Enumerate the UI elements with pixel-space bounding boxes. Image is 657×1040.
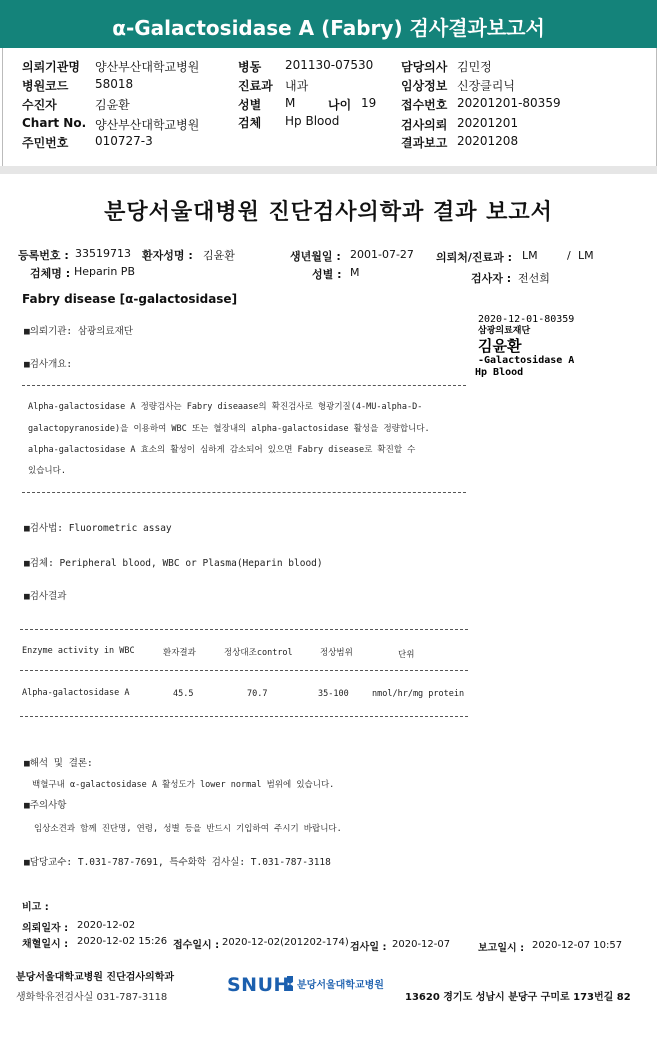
stamp-lab: 삼광의료재단 <box>478 326 531 336</box>
section-divider <box>0 166 657 174</box>
field-label: 수진자 <box>22 98 57 112</box>
caution-heading: ■주의사항 <box>24 800 67 811</box>
report-date-value: 2020-12-07 10:57 <box>532 940 623 951</box>
dob-value: 2001-07-27 <box>350 248 414 261</box>
dept-value: LM <box>522 249 538 262</box>
overview-line: alpha-galactosidase A 효소의 활성이 심하게 감소되어 있으면 Fabry disease로 확진할 수 <box>28 445 416 455</box>
field-label: 병원코드 <box>22 79 69 93</box>
caution-text: 임상소견과 함께 진단명, 연령, 성별 등을 반드시 기입하여 주시기 바랍니다. <box>34 824 342 834</box>
page-title: α-Galactosidase A (Fabry) 검사결과보고서 <box>112 16 545 40</box>
request-date-label: 의뢰일자 : <box>22 923 69 934</box>
age-value: 19 <box>361 96 377 110</box>
table-header: Enzyme activity in WBC <box>22 646 135 656</box>
interpretation-text: 백혈구내 α-galactosidase A 활성도가 lower normal 범위에 있습니다. <box>32 780 335 790</box>
field-value: M <box>285 96 296 110</box>
table-cell: 45.5 <box>173 689 194 699</box>
receipt-date-label: 접수일시 : <box>173 940 220 951</box>
field-value: 20201201 <box>457 116 519 130</box>
specimen-line: ■검체: Peripheral blood, WBC or Plasma(Heparin blood) <box>24 558 323 569</box>
interpretation-heading: ■해석 및 결론: <box>24 758 93 769</box>
field-label: 진료과 <box>238 79 273 93</box>
reg-no-label: 등록번호 : <box>18 249 69 262</box>
field-value: 김민정 <box>457 60 492 74</box>
field-value: 20201208 <box>457 134 519 148</box>
result-heading: ■검사결과 <box>24 591 67 602</box>
specimen-value: Heparin PB <box>74 265 135 278</box>
stamp-name: 김윤환 <box>478 337 522 355</box>
overview-line: Alpha-galactosidase A 정량검사는 Fabry diseaase의 확진검사로 형광기질(4-MU-alpha-D- <box>28 402 423 412</box>
field-value: 58018 <box>95 77 134 91</box>
table-cell: 70.7 <box>247 689 268 699</box>
table-cell: nmol/hr/mg protein <box>372 689 465 699</box>
method-line: ■검사법: Fluorometric assay <box>24 523 172 534</box>
stamp-test: -Galactosidase A <box>478 355 575 366</box>
collect-date-value: 2020-12-02 15:26 <box>77 936 168 947</box>
collect-date-label: 채혈일시 : <box>22 939 69 950</box>
table-header: 정상대조control <box>224 648 293 658</box>
overview-line: galactopyranoside)을 이용하여 WBC 또는 혈장내의 alpha-galactosidase 활성을 정량합니다. <box>28 424 430 434</box>
field-label: 결과보고 <box>401 136 448 150</box>
dob-label: 생년월일 : <box>290 250 341 263</box>
dept-label: 의뢰처/진료과 : <box>436 251 513 264</box>
report-date-label: 보고일시 : <box>478 943 525 954</box>
field-value: 신장클리닉 <box>457 79 515 93</box>
table-cell: Alpha-galactosidase A <box>22 688 130 698</box>
dept-value: LM <box>578 249 594 262</box>
field-value: Hp Blood <box>285 114 340 128</box>
footer-department: 분당서울대학교병원 진단검사의학과 <box>16 972 175 983</box>
footer-lab-phone: 생화학유전검사실 031-787-3118 <box>16 992 168 1003</box>
reg-no-value: 33519713 <box>75 247 131 260</box>
divider-line <box>22 385 466 386</box>
patient-label: 환자성명 : <box>142 249 193 262</box>
table-bottom-line <box>20 716 468 717</box>
dept-separator: / <box>567 249 571 262</box>
test-date-value: 2020-12-07 <box>392 939 451 950</box>
field-label: 임상정보 <box>401 79 448 93</box>
field-label: 검체 <box>238 116 262 130</box>
snuh-logo: SNUH <box>227 974 290 996</box>
field-label: 병동 <box>238 60 262 74</box>
institution-line: ■의뢰기관: 삼광의료재단 <box>24 326 133 337</box>
table-header: 단위 <box>398 650 415 660</box>
snuh-emblem-icon <box>285 975 295 992</box>
contact-line: ■담당교수: T.031-787-7691, 특수화학 검사실: T.031-787-3118 <box>24 857 331 868</box>
table-cell: 35-100 <box>318 689 349 699</box>
report-title: 분당서울대병원 진단검사의학과 결과 보고서 <box>104 200 553 225</box>
field-label: 검사의뢰 <box>401 118 448 132</box>
field-value: 201130-07530 <box>285 58 374 72</box>
patient-value: 김윤환 <box>203 249 235 262</box>
request-date-value: 2020-12-02 <box>77 920 136 931</box>
field-label: 접수번호 <box>401 98 448 112</box>
field-label: 성별 <box>238 98 262 112</box>
table-header-line <box>20 670 468 671</box>
field-value: 양산부산대학교병원 <box>95 118 200 132</box>
field-label: Chart No. <box>22 116 87 130</box>
section-heading: Fabry disease [α-galactosidase] <box>22 292 238 306</box>
field-value: 김윤환 <box>95 98 130 112</box>
test-date-label: 검사일 : <box>350 942 387 953</box>
receipt-date-value: 2020-12-02(201202-174) <box>222 937 349 948</box>
table-header: 환자결과 <box>163 648 196 658</box>
field-label: 주민번호 <box>22 136 69 150</box>
sex-label: 성별 : <box>312 268 342 281</box>
footer-address: 13620 경기도 성남시 분당구 구미로 173번길 82 <box>405 992 631 1003</box>
stamp-accession: 2020-12-01-80359 <box>478 314 575 325</box>
snuh-name: 분당서울대학교병원 <box>297 980 384 991</box>
table-header: 정상범위 <box>320 648 353 658</box>
field-label: 의뢰기관명 <box>22 60 80 74</box>
field-label: 담당의사 <box>401 60 448 74</box>
sex-value: M <box>350 266 360 279</box>
stamp-specimen: Hp Blood <box>475 367 524 378</box>
age-label: 나이 <box>328 98 352 112</box>
overview-line: 있습니다. <box>28 466 66 476</box>
field-value: 양산부산대학교병원 <box>95 60 200 74</box>
field-value: 20201201-80359 <box>457 96 561 110</box>
table-top-line <box>20 629 468 630</box>
remarks-label: 비고 : <box>22 902 49 913</box>
overview-heading: ■검사개요: <box>24 359 73 370</box>
tester-value: 전선희 <box>518 272 550 285</box>
field-value: 010727-3 <box>95 134 153 148</box>
tester-label: 검사자 : <box>471 272 512 285</box>
divider-line <box>22 492 466 493</box>
field-value: 내과 <box>285 79 309 93</box>
specimen-label: 검체명 : <box>30 267 71 280</box>
